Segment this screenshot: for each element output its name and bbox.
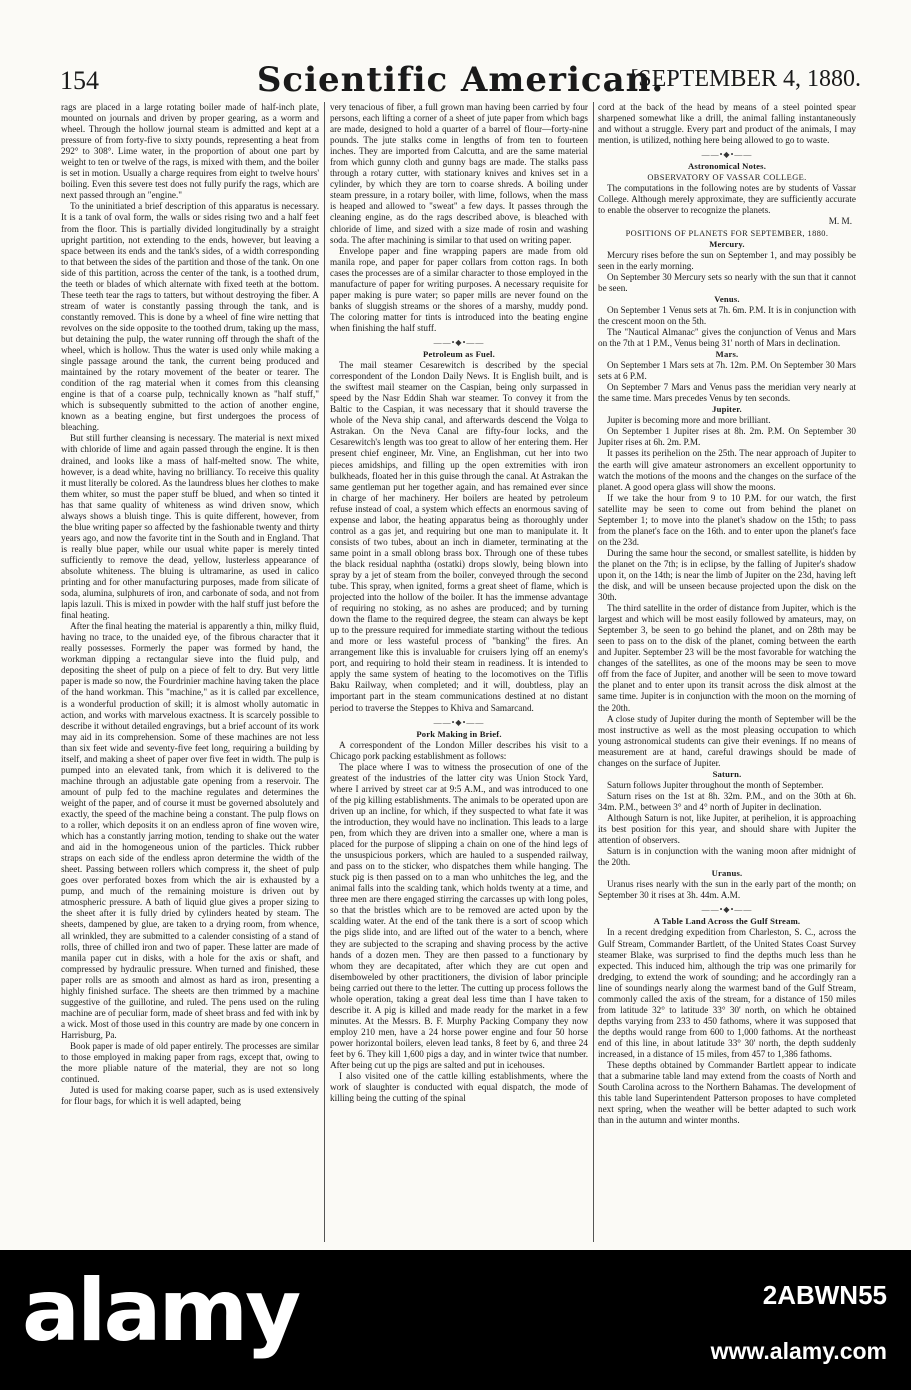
heading-astronomical-notes: Astronomical Notes. <box>687 161 767 172</box>
author-signature: M. M. <box>828 216 852 227</box>
watermark-banner <box>0 1250 911 1390</box>
article-paragraph: Saturn is in conjunction with the waning moon after midnight of the 20th. <box>598 846 856 868</box>
alamy-logo: alamy <box>22 1261 299 1361</box>
article-paragraph: On September 1 Mars sets at 7h. 12m. P.M. On September 30 Mars sets at 6 P.M. <box>598 360 856 382</box>
article-paragraph: A close study of Jupiter during the month of September will be the most instructive as well as the most pleasing occupation to which young astronomical students can give their evenings. If no means of measurement are at hand, careful drawings should be made of changes on the surface of Jupiter. <box>598 713 856 768</box>
heading-jupiter: Jupiter. <box>712 404 742 415</box>
article-paragraph: On September 1 Jupiter rises at 8h. 2m. P.M. On September 30 Jupiter rises at 6h. 2m. P.M. <box>598 426 856 448</box>
masthead <box>60 60 861 98</box>
column-divider <box>324 102 325 1242</box>
site-url: www.alamy.com <box>710 1338 887 1364</box>
section-ornament: ——•◆•—— <box>701 905 753 915</box>
heading-venus: Venus. <box>714 293 740 304</box>
article-paragraph: Book paper is made of old paper entirely. The processes are similar to those employed in making paper from rags, except that, owing to the more pliable nature of the material, they are not so long continued. <box>61 1040 319 1085</box>
article-paragraph: The "Nautical Almanac" gives the conjunction of Venus and Mars on the 7th at 1 P.M., Venus being 31' north of Mars in declination. <box>598 326 856 348</box>
article-paragraph: These depths obtained by Commander Bartlett appear to indicate that a submarine table land may extend from the coasts of North and South Carolina across to the Northern Bahamas. The development of this table land Superintendent Patterson proposes to have completed next spring, when the weather will be better adapted to such work than in the autumn and winter months. <box>598 1060 856 1126</box>
heading-uranus: Uranus. <box>711 868 743 879</box>
article-paragraph: Juted is used for making coarse paper, such as is used extensively for flour bags, for which it is well adapted, being <box>61 1085 319 1107</box>
observatory-line: OBSERVATORY OF VASSAR COLLEGE. <box>647 173 807 183</box>
heading-petroleum-as-fuel: Petroleum as Fuel. <box>423 349 495 360</box>
heading-saturn: Saturn. <box>712 768 742 779</box>
section-ornament: ——•◆•—— <box>701 150 753 160</box>
column-2 <box>330 102 588 1242</box>
issue-date: [SEPTEMBER 4, 1880. <box>630 66 861 92</box>
article-paragraph: During the same hour the second, or smallest satellite, is hidden by the planet on the 7th; is in eclipse, by the falling of Jupiter's shadow upon it, on the 14th; is near the limb of Jupiter on the 23d, having left the disk, and will be unseen because projected upon the disk on the 30th. <box>598 547 856 603</box>
article-paragraph: Saturn follows Jupiter throughout the month of September. <box>607 779 824 790</box>
heading-mars: Mars. <box>715 349 739 360</box>
heading-mercury: Mercury. <box>709 238 745 249</box>
article-paragraph: The computations in the following notes are by students of Vassar College. Although merely approximate, they are sufficiently accurate to enable the observer to recognize the planets. <box>598 183 856 216</box>
article-paragraph: On September 7 Mars and Venus pass the meridian very nearly at the same time. Mars precedes Venus by ten seconds. <box>598 382 856 404</box>
article-paragraph: Mercury rises before the sun on September 1, and may possibly be seen in the early morning. <box>598 249 856 271</box>
article-paragraph: After the final heating the material is apparently a thin, milky fluid, having no trace, to the unaided eye, of the fibrous character that it really possesses. Formerly the paper was formed by hand, the workman dipping a rectangular sieve into the fluid pulp, and depositing the sheet of pulp on a piece of felt to dry. But very little paper is made so now, the Fourdrinier machine having taken the place of the hand workman. This "machine," as it is called par excellence, is a wonderful production of skill; it is almost wholly automatic in action, and works with marvelous exactness. It is scarcely possible to describe it without detailed engravings, but a brief account of its work may aid in its comprehension. Some of these machines are not less than six feet wide and seventy-five feet long, requiring a building by itself, and making a sheet of paper over five feet in width. The pulp is pumped into an elevated tank, from which it is delivered to the machine through an adjustable gate opening from a reservoir. The amount of pulp fed to the machine regulates and determines the weight of the paper, and of course it must be governed absolutely and exactly, the speed of the machine being a constant. The pulp flows on to a roller, which deposits it on an endless apron of fine woven wire, which has a constantly jarring motion, tending to shake out the water and aid in the homogeneous union of the particles. Thick rubber straps on each side of the endless apron determine the width of the sheet. Passing between rollers which compress it, the sheet of pulp goes over perforated boxes from which the air is exhausted by a pump, and much of the remaining moisture is driven out by atmospheric pressure. A bath of liquid glue gives a proper sizing to the sheet after it is fully dried by cylinders heated by steam. The sheets, dampened by glue, are taken to a drying room, from whence, all wrinkled, they are submitted to a calender consisting of a stand of rolls, three of chilled iron and two of paper. These latter are made of manila paper cut in disks, with a hole for the axis or shaft, and compressed by hydraulic pressure. When turned and finished, these paper rolls are as smooth and almost as hard as iron, presenting a highly finished surface. The sheets are then trimmed by a machine suggestive of the guillotine, and ruled. The pens used on the ruling machine are of peculiar form, made of sheet brass and fed with ink by a wick. Most of those used in this country are made by one concern in Harrisburg, Pa. <box>61 621 319 1040</box>
column-3 <box>598 102 856 1242</box>
article-paragraph: The mail steamer Cesarewitch is described by the special correspondent of the London Daily News. It is English built, and is the swiftest mail steamer on the Caspian, being only surpassed in speed by the Nasr Eddin Shah war steamer. To convey it from the Baltic to the Caspian, it was necessary that it should traverse the whole of the Neva ship canal, and afterwards descend the Volga to Astrakan. On the Neva Canal are fifty-four locks, and the Cesarewitch's length was too great to allow of her entering them. Her present chief engineer, Mr. Vine, an Englishman, cut her into two pieces amidships, and filling up the open extremities with iron bulkheads, floated her in this guise through the canal. At Astrakan the same gentleman put her together again, and has remained ever since in charge of her machinery. Her boilers are heated by petroleum refuse instead of coal, a system which effects an enormous saving of expense and labor, the heating apparatus being as thoroughly under control as a gas jet, and requiring but one man to manipulate it. It consists of two tubes, about an inch in diameter, terminating at the same point in a small oblong brass box. Through one of these tubes the black residual naphtha (ostatki) drops slowly, being blown into spray by a jet of steam from the boiler, conveyed through the second tube. This spray, when ignited, forms a great sheet of flame, which is projected into the hollow of the boiler. It has the immense advantage of requiring no stoking, as no ashes are produced; and by turning down the flame to the required degree, the steam can always be kept up to the pressure required for immediate starting without the tedious and more or less wasteful process of "banking" the fires. An arrangement like this is invaluable for cruisers lying off an enemy's port, and requiring to hold their steam in readiness. It is intended to apply the same system of heating to the locomotives on the Tiflis Baku Railway, when completed; and it will, doubtless, play an important part in the steam communications destined at no distant period to traverse the Steppes to Khiva and Samarcand. <box>330 360 588 713</box>
article-paragraph: But still further cleansing is necessary. The material is next mixed with chloride of lime and again passed through the engine. It is then drained, and looks like a mass of half-melted snow. The white, however, is a dead white, having no brilliancy. To receive this quality it must literally be colored. As the laundress blues her clothes to make them whiter, so must the paper stuff be blued, and when so tinted it has that same quality of whiteness as wind driven snow, which always shows a bluish tinge. This is quite different, however, from the blue writing paper so affected by the fashionable twenty and thirty years ago, and now the favorite tint in the South and in England. That is really blue paper, while our usual white paper is merely tinted sufficiently to remove the dead, yellow, lusterless appearance of absolute whiteness. The bluing is ultramarine, as used in calico printing and for other manufacturing purposes, made from silicate of soda, alumina, sulphurets of iron, and carbonate of soda, and not from lapis lazuli. This is mixed in powder with the half stuff just before the final heating. <box>61 433 319 621</box>
article-paragraph: rags are placed in a large rotating boiler made of half-inch plate, mounted on journals and driven by proper gearing, as a worm and wheel. Through the hollow journal steam is admitted and kept at a pressure of from forty-five to sixty pounds, representing a heat from 292° to 308°. Lime water, in the proportion of about one part by weight to ten or twelve of the rags, is mixed with them, and the boiler is set in motion. Usually a charge requires from eight to twelve hours' boiling. Even this severe test does not fully purify the rags, which are next passed through an "engine." <box>61 102 319 201</box>
article-paragraph: On September 1 Venus sets at 7h. 6m. P.M. It is in conjunction with the crescent moon on the 5th. <box>598 304 856 326</box>
article-paragraph: A correspondent of the London Miller describes his visit to a Chicago pork packing establishment as follows: <box>330 739 588 761</box>
article-paragraph: Although Saturn is not, like Jupiter, at perihelion, it is approaching its best position for this year, and should share with Jupiter the attention of observers. <box>598 813 856 846</box>
article-paragraph: To the uninitiated a brief description of this apparatus is necessary. It is a tank of oval form, the walls or sides rising two and a half feet from the floor. This is partially divided longitudinally by a straight upright partition, not extending to the ends, however, but leaving a space between its ends and the tank's sides, of a width corresponding to that between the sides of the partition and those of the tank. On one side of this partition, across the center of the tank, is a toothed drum, the teeth or blades of which alternate with fixed teeth at the bottom. These teeth tear the rags to tatters, but without destroying the fiber. A stream of water is constantly passing through the tank, and is constantly removed. This is done by a wheel of fine wire netting that revolves on the side opposite to the toothed drum, taking up the mass, but detaining the pulp, the water running off through the shaft of the wheel, which is hollow. Thus the water is used only while making a single passage around the tank, the current being produced and maintained by the rotary movement of the beater or tearer. The condition of the rag material when it comes from this cleansing engine is that of a coarse pulp, technically known as "half stuff," which is subsequently submitted to the action of another engine, known as a beating engine, but first undergoes the process of bleaching. <box>61 201 319 433</box>
article-paragraph: The place where I was to witness the prosecution of one of the greatest of the industries of the latter city was Union Stock Yard, where I arrived by street car at 9:5 A.M., and was introduced to one of the pig killing establishments. The animals to be operated upon are driven up an incline, for which, if they suspected to what fate it was the introduction, they would have no inclination. This leads to a large pen, from which they are driven into a smaller one, where a man is placed for the purpose of slipping a chain on one of the hind legs of the unsuspicious porkers, which are hauled to a suspended railway, and pass on to the sticker, who dispatches them while hanging. The stuck pig is then passed on to a man who unhitches the leg, and the animal falls into the scalding tank, which holds twenty at a time, and three men are there engaged stirring the carcasses up with long poles, so that the bristles which are to be removed are acted upon by the scalding water. At the end of the tank there is a sort of scoop which the pigs slide into, and are lifted out of the water to a bench, where they are subjected to the scraping and shaving process by the active hands of a dozen men. They are then passed to a functionary by whom they are decapitated, after which they are cut open and disemboweled by other practitioners, the division of labor principle being carried out there to the letter. The cutting up process follows the whole operation, taking a great deal less time than I have taken to describe it. A pig is killed and made ready for the market in a few minutes. At the Messrs. B. F. Murphy Packing Company they now employ 210 men, have a 24 horse power engine and four 50 horse power horizontal boilers, eleven lead tanks, 8 feet by 6, and three 24 feet by 6. They kill 1,600 pigs a day, and in winter twice that number. After being cut up the pigs are salted and put in icehouses. <box>330 761 588 1071</box>
heading-pork-making: Pork Making in Brief. <box>416 728 502 739</box>
article-paragraph: If we take the hour from 9 to 10 P.M. for our watch, the first satellite may be seen to come out from behind the planet on September 1; to move into the planet's shadow on the 15th; to pass from the planet's face on the 16th. and to enter upon the planet's face on the 23d. <box>598 492 856 547</box>
article-paragraph: Saturn rises on the 1st at 8h. 32m. P.M., and on the 30th at 6h. 34m. P.M., between 3° and 4° north of Jupiter in declination. <box>598 790 856 812</box>
article-paragraph: Uranus rises nearly with the sun in the early part of the month; on September 30 it rises at 3h. 44m. A.M. <box>598 879 856 901</box>
article-paragraph: In a recent dredging expedition from Charleston, S. C., across the Gulf Stream, Commander Bartlett, of the United States Coast Survey steamer Blake, was surprised to find the depths much less than he expected. This induced him, although the trip was one primarily for dredging, to extend the work of sounding; and he accordingly ran a line of soundings nearly along the warmest band of the Gulf Stream, commonly called the axis of the stream, for a distance of 150 miles from latitude 32° to latitude 33° 30' north, on which he obtained depths varying from 233 to 450 fathoms, where it was supposed that the depths would range from 600 to 1,000 fathoms. At the northeast end of this line, in about latitude 33° 30' north, the depth suddenly increased, in a distance of 15 miles, from 457 to 1,386 fathoms. <box>598 927 856 1059</box>
image-id: 2ABWN55 <box>762 1280 887 1310</box>
section-ornament: ——•◆•—— <box>433 717 485 727</box>
column-divider <box>593 102 594 1242</box>
positions-heading: POSITIONS OF PLANETS FOR SEPTEMBER, 1880. <box>625 228 829 238</box>
heading-table-land: A Table Land Across the Gulf Stream. <box>653 916 801 927</box>
newspaper-title: Scientific American. <box>256 60 665 100</box>
article-paragraph: cord at the back of the head by means of a steel pointed spear sharpened somewhat like a drill, the animal falling instantaneously and without a struggle. Every part and product of the animals, I may mention, is utilized, nothing here being allowed to go to waste. <box>598 102 856 146</box>
column-1 <box>61 102 319 1242</box>
article-paragraph: Envelope paper and fine wrapping papers are made from old manila rope, and paper for paper collars from cotton rags. In both cases the processes are of a similar character to those employed in the manufacture of paper for writing purposes. A necessary requisite for paper making is pure water; so paper mills are never found on the banks of sluggish streams or the shores of a marshy, muddy pond. The coloring matter for tints is introduced into the beating engine when finishing the half stuff. <box>330 245 588 333</box>
article-paragraph: very tenacious of fiber, a full grown man having been carried by four persons, each lifting a corner of a sheet of jute paper from which bags are made, designed to hold a quarter of a barrel of flour—forty-nine pounds. The jute stalks come in lengths of from ten to fourteen inches. They are imported from Calcutta, and are the same material from which gunny cloth and gunny bags are made. The stalks pass through a rotary cutter, with stationary knives and knives set in a cylinder, by which they are torn to coarse shreds. A boiling under steam pressure, in a rotary boiler, with lime, follows, when the mass is heaped and allowed to "sweat" a few days. It passes through the cleaning engine, as do the rags described above, is bleached with chloride of lime, and sized with a size made of rosin and washing soda. The after machining is similar to that used on writing paper. <box>330 102 588 245</box>
article-paragraph: I also visited one of the cattle killing establishments, where the work of slaughter is conducted with equal dispatch, the mode of killing being the cutting of the spinal <box>330 1071 588 1104</box>
article-paragraph: It passes its perihelion on the 25th. The near approach of Jupiter to the earth will give amateur astronomers an excellent opportunity to watch the motions of the moons and the changes on the surface of the planet. A good opera glass will show the moons. <box>598 448 856 492</box>
article-paragraph: Jupiter is becoming more and more brilliant. <box>607 415 771 426</box>
article-paragraph: On September 30 Mercury sets so nearly with the sun that it cannot be seen. <box>598 271 856 293</box>
article-paragraph: The third satellite in the order of distance from Jupiter, which is the largest and which will be most easily followed by amateurs, may, on September 3, be seen to go behind the planet, and on 28th may be seen to pass on to the disk of the planet, coming between the earth and Jupiter. September 23 will be the most favorable for watching the changes of the satellites, as one of the moons may be seen to move off from the face of Jupiter, and another will be seen to move toward the planet and to enter upon its transit across the disk almost at the same time. Jupiter is in conjunction with the moon on the morning of the 20th. <box>598 603 856 713</box>
section-ornament: ——•◆•—— <box>433 337 485 347</box>
page-number: 154 <box>60 66 99 95</box>
